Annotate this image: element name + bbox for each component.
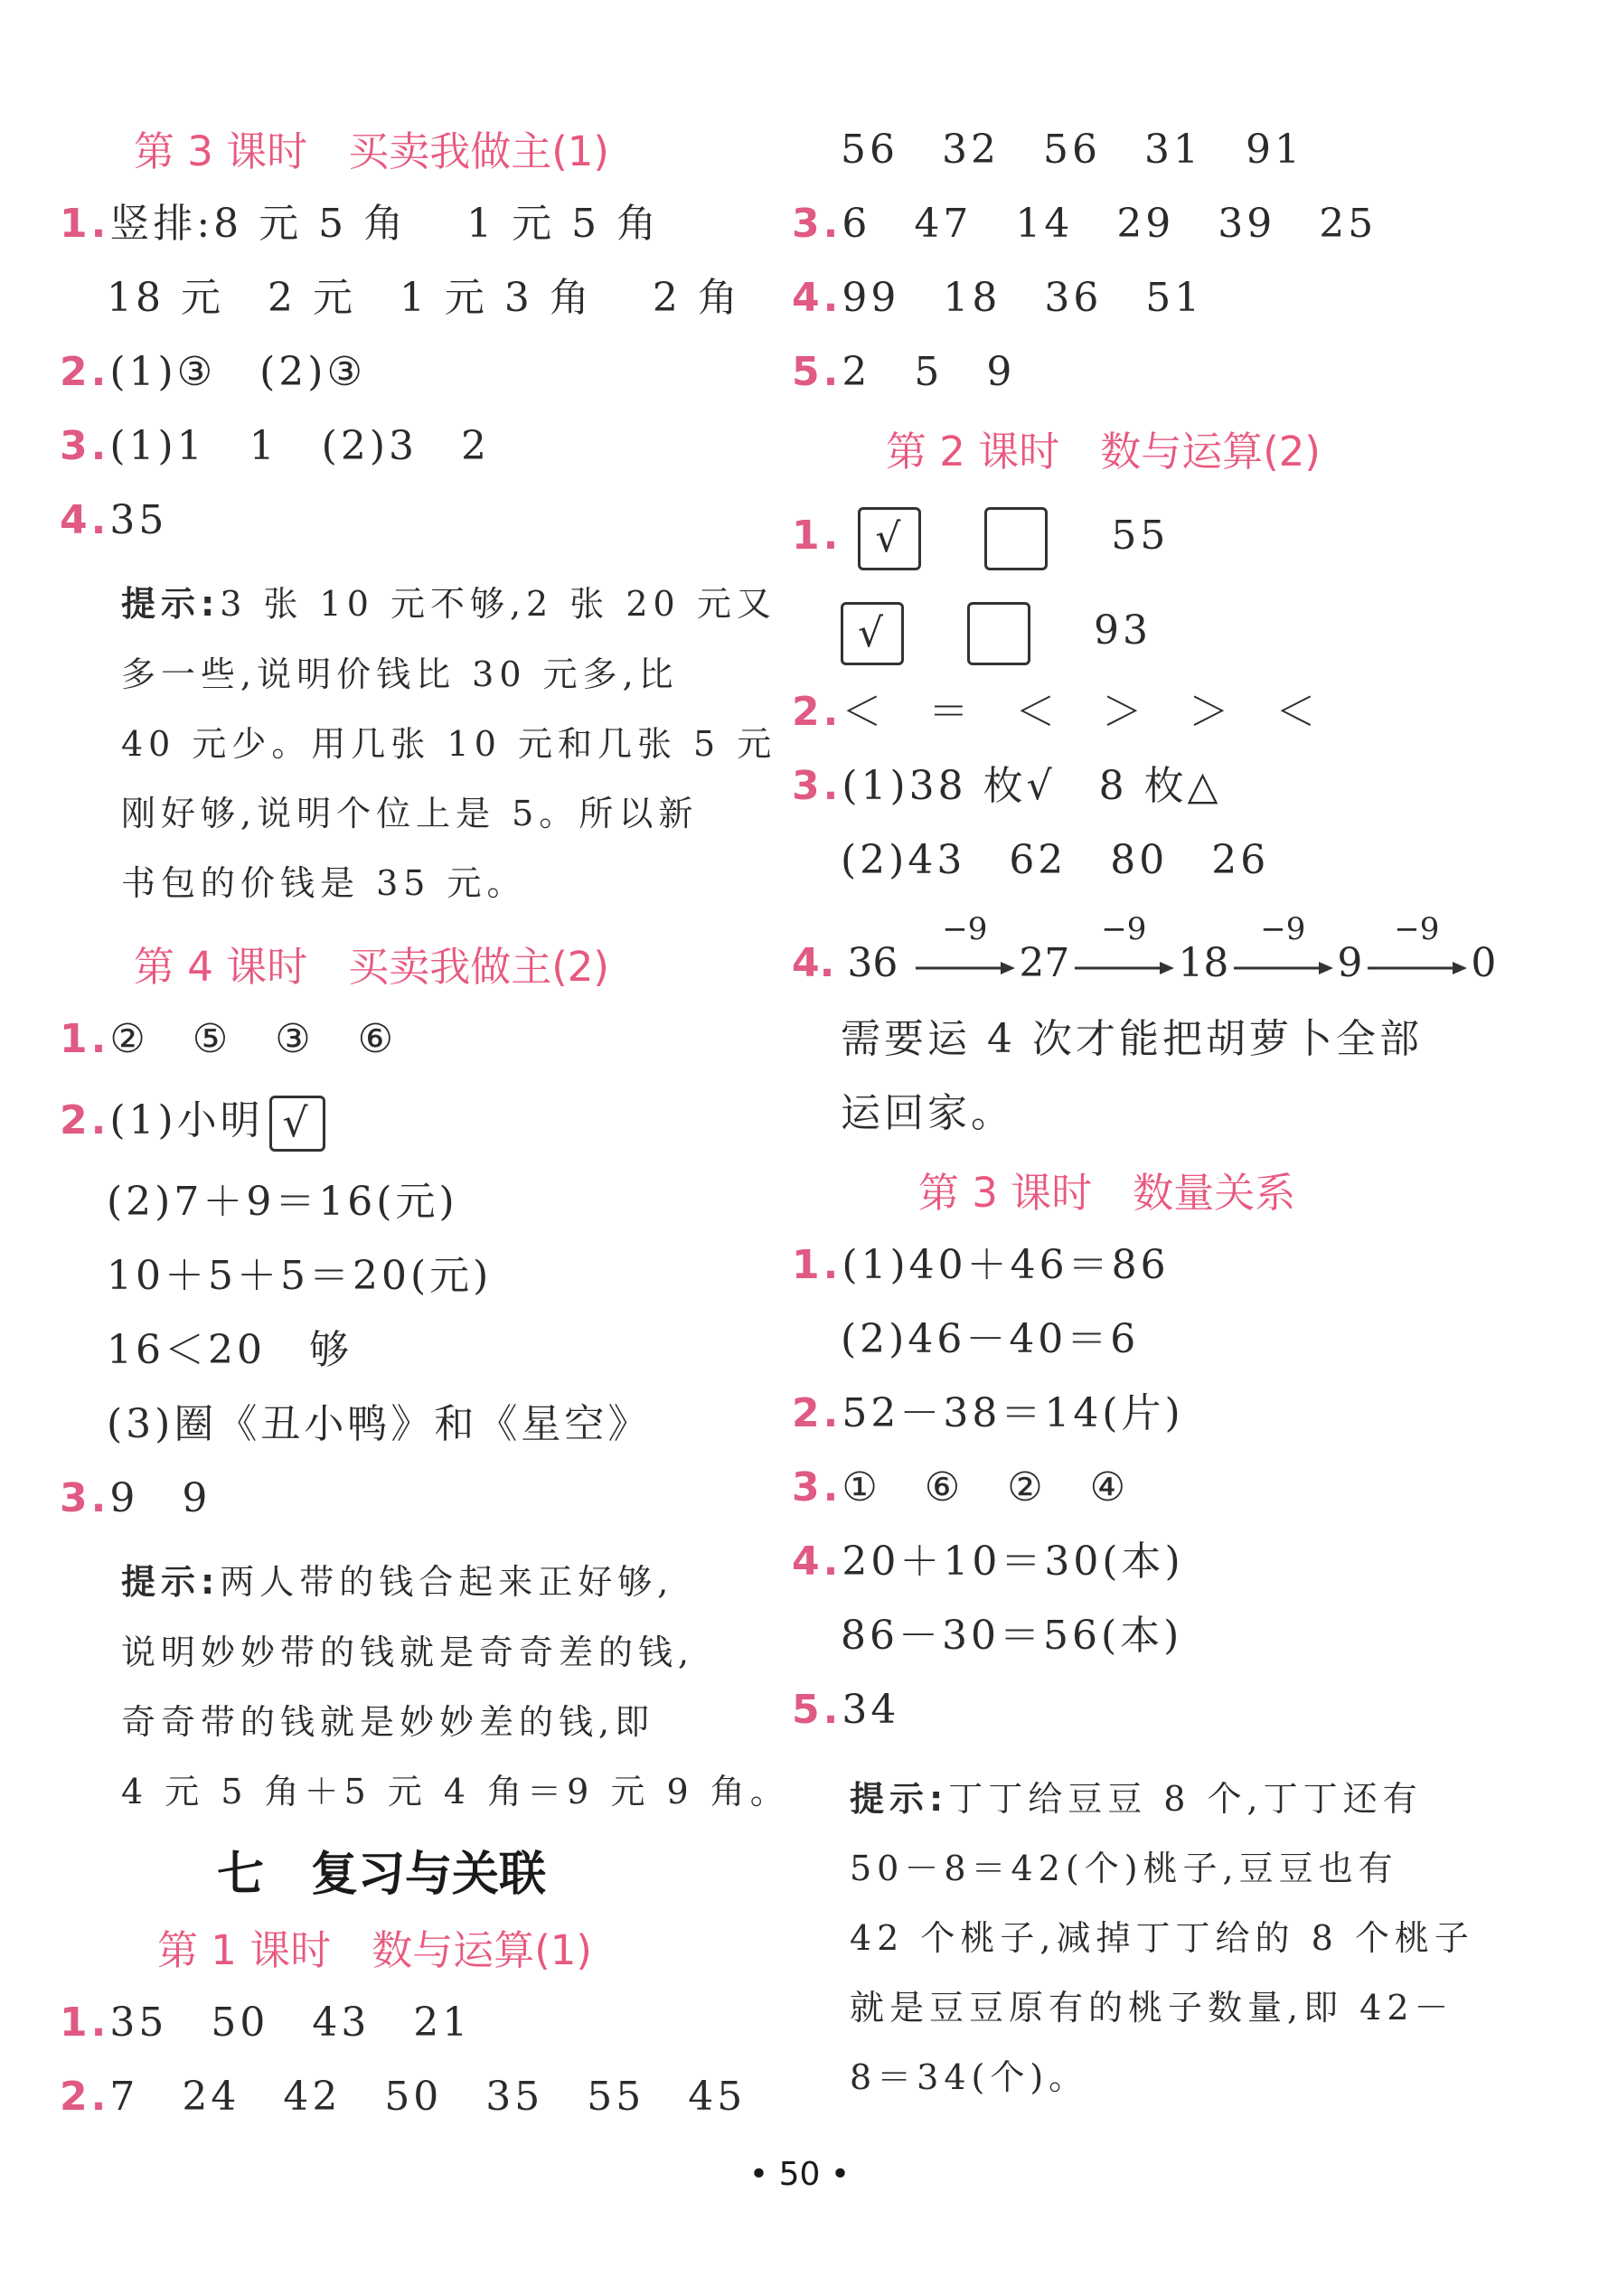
question-number: 5. <box>792 1687 842 1733</box>
check-box: √ <box>841 602 904 665</box>
question-number: 5. <box>792 349 842 395</box>
question-number: 1. <box>60 1016 110 1062</box>
question-number: 2. <box>792 689 842 735</box>
question-number: 1. <box>792 513 842 559</box>
answer-text: 93 <box>1094 607 1152 654</box>
hint-text: 两人带的钱合起来正好够, <box>220 1562 674 1602</box>
answer-text: 竖排:8 元 5 角 1 元 5 角 <box>109 201 661 247</box>
answer-row <box>60 345 366 400</box>
answer-row <box>60 1472 211 1526</box>
answer-text: ① ⑥ ② ④ <box>842 1464 1130 1510</box>
chain-arrow <box>1228 910 1337 993</box>
chain-arrow <box>1362 910 1471 993</box>
question-number: 3. <box>792 763 842 809</box>
hint-line <box>121 1555 673 1609</box>
hint-text: 丁丁给豆豆 8 个,丁丁还有 <box>948 1779 1423 1819</box>
hint-text: 3 张 10 元不够,2 张 20 元又 <box>220 584 776 624</box>
page-number: • 50 • <box>748 2156 851 2193</box>
answer-row: (2)43 62 80 26 <box>841 837 1270 883</box>
hint-line: 40 元少。用几张 10 元和几张 5 元 <box>121 724 777 764</box>
question-number: 4. <box>792 1539 842 1585</box>
answer-row <box>792 345 1015 400</box>
answer-row <box>60 1996 471 2050</box>
answer-row <box>60 2070 746 2124</box>
question-number: 1. <box>60 201 110 247</box>
hint-line: 50－8＝42(个)桃子,豆豆也有 <box>850 1849 1398 1888</box>
arrow-label: −9 <box>1260 910 1306 947</box>
section-heading: 第 4 课时 买卖我做主(2) <box>134 943 609 991</box>
answer-row: 56 32 56 31 91 <box>841 127 1303 173</box>
answer-row <box>792 1535 1184 1589</box>
answer-text: 99 18 36 51 <box>842 275 1204 321</box>
answer-text: (1)38 枚√ 8 枚△ <box>842 763 1222 809</box>
arrow-chain-row <box>792 910 1497 993</box>
arrow-icon <box>910 959 1019 977</box>
answer-row <box>60 1012 397 1067</box>
check-box: √ <box>269 1096 325 1152</box>
answer-row <box>792 197 1377 251</box>
answer-row: (3)圈《丑小鸭》和《星空》 <box>107 1401 652 1447</box>
chapter-title: 七 复习与关联 <box>217 1848 547 1902</box>
section-heading: 第 3 课时 买卖我做主(1) <box>134 127 609 175</box>
hint-label: 提示: <box>850 1779 949 1819</box>
answer-row <box>792 759 1222 814</box>
hint-line: 奇奇带的钱就是妙妙差的钱,即 <box>121 1702 655 1742</box>
answer-row <box>792 1387 1184 1441</box>
check-box: √ <box>858 507 921 570</box>
chain-start: 36 <box>847 940 898 986</box>
hint-line: 多一些,说明价钱比 30 元多,比 <box>121 654 679 694</box>
answer-row: (2)46－40＝6 <box>841 1316 1140 1362</box>
hint-line: 4 元 5 角＋5 元 4 角＝9 元 9 角。 <box>121 1772 790 1811</box>
hint-line: 8＝34(个)。 <box>850 2057 1089 2097</box>
empty-box <box>984 507 1048 570</box>
hint-label: 提示: <box>121 584 221 624</box>
answer-row <box>792 271 1203 325</box>
section-heading: 第 2 课时 数与运算(2) <box>886 428 1321 475</box>
hint-line: 42 个桃子,减掉丁丁给的 8 个桃子 <box>850 1918 1474 1958</box>
answer-text: (1)③ (2)③ <box>109 349 366 395</box>
answer-text: 35 50 43 21 <box>109 2000 472 2046</box>
chain-arrow <box>1069 910 1178 993</box>
chain-result: 9 <box>1337 940 1363 986</box>
answer-row: 需要运 4 次才能把胡萝卜全部 <box>841 1016 1423 1062</box>
question-number: 3. <box>792 1464 842 1510</box>
arrow-label: −9 <box>942 910 988 947</box>
question-number: 2. <box>60 2074 110 2120</box>
answer-row <box>792 685 1319 739</box>
arrow-label: −9 <box>1394 910 1440 947</box>
hint-line <box>121 577 776 631</box>
answer-text: 35 <box>109 497 168 543</box>
hint-line: 刚好够,说明个位上是 5。所以新 <box>121 794 699 833</box>
answer-text: 7 24 42 50 35 55 45 <box>109 2074 747 2120</box>
hint-line: 书包的价钱是 35 元。 <box>121 863 527 903</box>
section-heading: 第 1 课时 数与运算(1) <box>157 1926 592 1974</box>
answer-row <box>60 419 490 474</box>
question-number: 3. <box>60 423 110 469</box>
question-number: 4. <box>792 275 842 321</box>
answer-row <box>792 1683 899 1737</box>
answer-text: 20＋10＝30(本) <box>842 1539 1184 1585</box>
arrow-icon <box>1069 959 1178 977</box>
answer-text: 55 <box>1111 513 1170 559</box>
answer-row <box>792 502 1169 570</box>
chain-result: 0 <box>1471 940 1497 986</box>
hint-label: 提示: <box>121 1562 221 1602</box>
question-number: 4. <box>792 940 835 986</box>
answer-row <box>60 197 660 251</box>
answer-row <box>841 597 1152 665</box>
question-number: 2. <box>792 1390 842 1436</box>
answer-text: ② ⑤ ③ ⑥ <box>109 1016 398 1062</box>
question-number: 3. <box>792 201 842 247</box>
answer-text: (1)1 1 (2)3 2 <box>109 423 490 469</box>
answer-text: ＜ ＝ ＜ ＞ ＞ ＜ <box>842 689 1320 735</box>
answer-row: 运回家。 <box>841 1090 1014 1136</box>
answer-text: (1)40＋46＝86 <box>842 1242 1170 1288</box>
question-number: 2. <box>60 349 110 395</box>
empty-box <box>967 602 1030 665</box>
question-number: 2. <box>60 1097 110 1143</box>
answer-text: 6 47 14 29 39 25 <box>842 201 1378 247</box>
answer-row <box>60 1094 325 1152</box>
answer-row <box>792 1238 1170 1293</box>
section-heading: 第 3 课时 数量关系 <box>918 1169 1296 1217</box>
answer-text: 34 <box>842 1687 900 1733</box>
arrow-label: −9 <box>1101 910 1147 947</box>
hint-line: 就是豆豆原有的桃子数量,即 42－ <box>850 1988 1454 2028</box>
question-number: 1. <box>792 1242 842 1288</box>
question-number: 1. <box>60 2000 110 2046</box>
question-number: 4. <box>60 497 110 543</box>
answer-text: 2 5 9 <box>842 349 1016 395</box>
hint-line <box>850 1772 1423 1826</box>
answer-row: (2)7＋9＝16(元) <box>107 1179 458 1225</box>
answer-row: 18 元 2 元 1 元 3 角 2 角 <box>107 275 741 321</box>
chain-arrow <box>910 910 1019 993</box>
answer-row: 16＜20 够 <box>107 1327 353 1373</box>
arrow-icon <box>1362 959 1471 977</box>
answer-row <box>792 1461 1129 1515</box>
hint-line: 说明妙妙带的钱就是奇奇差的钱, <box>121 1633 695 1672</box>
answer-text: 9 9 <box>109 1475 212 1521</box>
answer-row: 86－30＝56(本) <box>841 1613 1183 1659</box>
answer-text: 52－38＝14(片) <box>842 1390 1184 1436</box>
question-number: 3. <box>60 1475 110 1521</box>
answer-row <box>60 494 167 548</box>
arrow-icon <box>1228 959 1337 977</box>
chain-result: 27 <box>1019 940 1070 986</box>
answer-text: (1)小明 <box>109 1097 264 1143</box>
chain-result: 18 <box>1178 940 1229 986</box>
answer-row: 10＋5＋5＝20(元) <box>107 1253 493 1299</box>
